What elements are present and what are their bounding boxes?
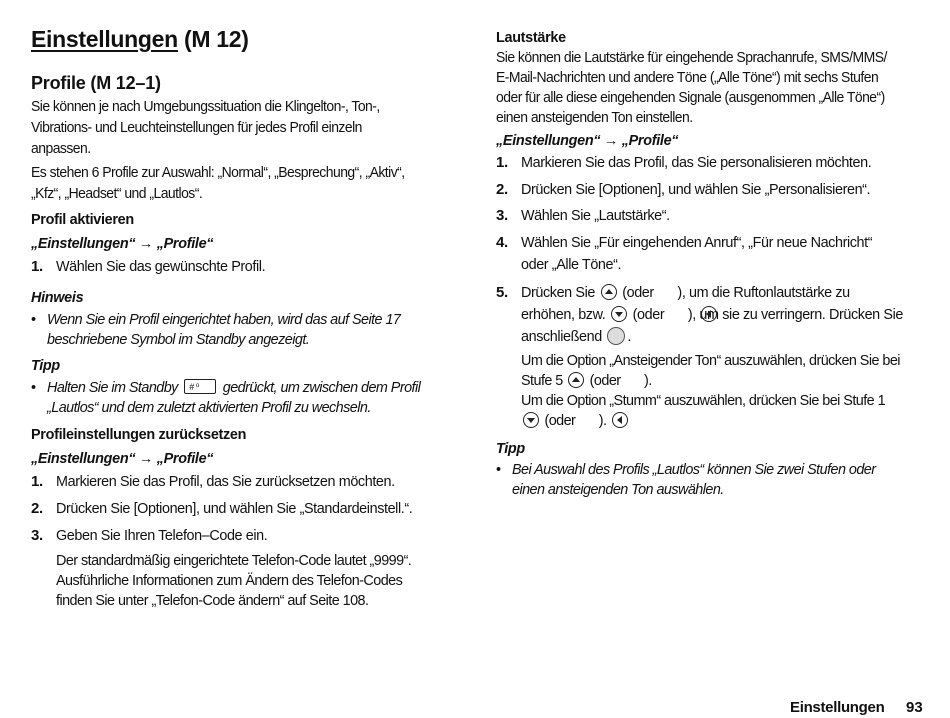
step-text: Wählen Sie „Für eingehenden Anruf“, „Für neue Nachricht“ xyxy=(521,235,873,251)
step-number: 3. xyxy=(496,207,508,224)
volume-step-3 xyxy=(496,205,670,227)
step5-text-1b: (oder xyxy=(622,285,654,301)
sub-text-2c: ). xyxy=(643,373,652,389)
reset-step-2 xyxy=(31,498,412,520)
tipp-text-1a: Halten Sie im Standby xyxy=(47,380,178,396)
volume-l4: einen ansteigenden Ton einstellen. xyxy=(496,110,693,126)
intro-p2-l1: Es stehen 6 Profile zur Auswahl: „Normal“, „Besprechung“, „Aktiv“, xyxy=(31,165,405,181)
volume-heading: Lautstärke xyxy=(496,30,566,46)
volume-step-4 xyxy=(496,232,872,276)
intro-p1-l2: Vibrations- und Leuchteinstellungen für jedes Profil einzeln xyxy=(31,120,362,136)
step-number: 2. xyxy=(496,181,508,198)
tipp-text-1b: gedrückt, um zwischen dem Profil xyxy=(222,380,421,396)
step5-text-3end: . xyxy=(627,329,632,345)
tipp-right-text-1: Bei Auswahl des Profils „Lautlos“ können Sie zwei Stufen oder xyxy=(512,462,876,478)
step5-text-1a: Drücken Sie xyxy=(521,285,595,301)
volume-sub-l1: Um die Option „Ansteigender Ton“ auszuwählen, drücken Sie bei xyxy=(521,353,900,369)
step5-text-2a: erhöhen, bzw. xyxy=(521,307,606,323)
hinweis-heading: Hinweis xyxy=(31,290,84,306)
intro-p1-l1: Sie können je nach Umgebungssituation die Klingelton-, Ton-, xyxy=(31,99,380,115)
step5-text-3: anschließend xyxy=(521,329,602,345)
step-number: 3. xyxy=(31,527,43,544)
step-text: Markieren Sie das Profil, das Sie zurücksetzen möchten. xyxy=(56,474,395,490)
step-text-2: oder „Alle Töne“. xyxy=(521,257,622,273)
sub-text-2a: Stufe 5 xyxy=(521,373,563,389)
step-number: 4. xyxy=(496,234,508,251)
volume-l2: E-Mail-Nachrichten und andere Töne („Alle Töne“) mit sechs Stufen xyxy=(496,70,879,86)
profile-heading: Profile (M 12–1) xyxy=(31,73,161,93)
step5-text-2c: ), um sie zu verringern. Drücken Sie xyxy=(687,307,903,323)
step-text: Drücken Sie [Optionen], und wählen Sie „Standardeinstell.“. xyxy=(56,501,413,517)
activate-menu-path: „Einstellungen“ → „Profile“ xyxy=(31,236,214,252)
volume-menu-path: „Einstellungen“ → „Profile“ xyxy=(496,133,679,149)
hinweis-text-1: Wenn Sie ein Profil eingerichtet haben, wird das auf Seite 17 xyxy=(47,312,401,328)
step5-text-1c: ), um die Ruftonlautstärke zu xyxy=(677,285,850,301)
hinweis-text-2: beschriebene Symbol im Standby angezeigt. xyxy=(47,332,310,348)
hinweis-line-1 xyxy=(31,310,400,330)
step-number: 2. xyxy=(31,500,43,517)
reset-step-3 xyxy=(31,525,267,547)
tipp-heading-left: Tipp xyxy=(31,358,60,374)
volume-sub-l4 xyxy=(521,411,606,431)
sub-text-2b: (oder xyxy=(589,373,621,389)
step5-text-2b: (oder xyxy=(632,307,665,323)
tipp-right-line-1 xyxy=(496,460,875,480)
reset-sub-l3: finden Sie unter „Telefon-Code ändern“ auf Seite 108. xyxy=(56,593,369,609)
page-title-code: (M 12) xyxy=(184,26,249,52)
reset-sub-l1: Der standardmäßig eingerichtete Telefon-Code lautet „9999“. xyxy=(56,553,412,569)
hash-key-icon xyxy=(184,379,216,394)
step-number: 1. xyxy=(31,258,43,275)
bullet: • xyxy=(496,462,501,478)
hinweis-line-2 xyxy=(31,330,309,350)
volume-step-5 xyxy=(496,282,903,348)
nav-up-icon xyxy=(601,284,617,300)
volume-step-1 xyxy=(496,152,871,174)
tipp-line-2 xyxy=(31,398,371,418)
activate-heading: Profil aktivieren xyxy=(31,212,134,228)
tipp-right-line-2 xyxy=(496,480,724,500)
footer-section-label: Einstellungen xyxy=(790,699,885,716)
reset-menu-path: „Einstellungen“ → „Profile“ xyxy=(31,451,214,467)
tipp-right-text-2: einen ansteigenden Ton auswählen. xyxy=(512,482,724,498)
tipp-text-2: „Lautlos“ und dem zuletzt aktivierten Profil zu wechseln. xyxy=(47,400,371,416)
sub-text-4a: (oder xyxy=(544,413,576,429)
page-number: 93 xyxy=(906,699,923,716)
step-number: 1. xyxy=(496,154,508,171)
volume-sub-l2 xyxy=(521,371,652,391)
tipp-line-1 xyxy=(31,378,420,398)
volume-l1: Sie können die Lautstärke für eingehende Sprachanrufe, SMS/MMS/ xyxy=(496,50,887,66)
step-text: Drücken Sie [Optionen], und wählen Sie „Personalisieren“. xyxy=(521,182,871,198)
page-title xyxy=(31,26,249,53)
volume-sub-l3: Um die Option „Stumm“ auszuwählen, drücken Sie bei Stufe 1 xyxy=(521,393,886,409)
volume-l3: oder für alle diese eingehenden Signale (ausgenommen „Alle Töne“) xyxy=(496,90,885,106)
nav-left-icon xyxy=(612,412,628,428)
reset-heading: Profileinstellungen zurücksetzen xyxy=(31,427,247,443)
reset-step-1 xyxy=(31,471,395,493)
step-text: Wählen Sie „Lautstärke“. xyxy=(521,208,670,224)
nav-down-icon xyxy=(611,306,627,322)
step-text: Wählen Sie das gewünschte Profil. xyxy=(56,259,266,275)
center-key-icon xyxy=(607,327,625,345)
step-text: Markieren Sie das Profil, das Sie personalisieren möchten. xyxy=(521,155,872,171)
nav-up-icon xyxy=(568,372,584,388)
page-title-main: Einstellungen xyxy=(31,26,178,52)
intro-p2-l2: „Kfz“, „Headset“ und „Lautlos“. xyxy=(31,186,203,202)
tipp-heading-right: Tipp xyxy=(496,441,525,457)
sub-text-4b: ). xyxy=(598,413,607,429)
nav-down-icon xyxy=(523,412,539,428)
step-number: 1. xyxy=(31,473,43,490)
intro-p1-l3: anpassen. xyxy=(31,141,91,157)
bullet: • xyxy=(31,312,36,328)
nav-left-icon xyxy=(701,306,717,322)
bullet: • xyxy=(31,380,36,396)
volume-step-2 xyxy=(496,179,870,201)
reset-sub-l2: Ausführliche Informationen zum Ändern des Telefon-Codes xyxy=(56,573,403,589)
activate-step-1 xyxy=(31,256,265,278)
step-number: 5. xyxy=(496,284,508,301)
step-text: Geben Sie Ihren Telefon–Code ein. xyxy=(56,528,268,544)
